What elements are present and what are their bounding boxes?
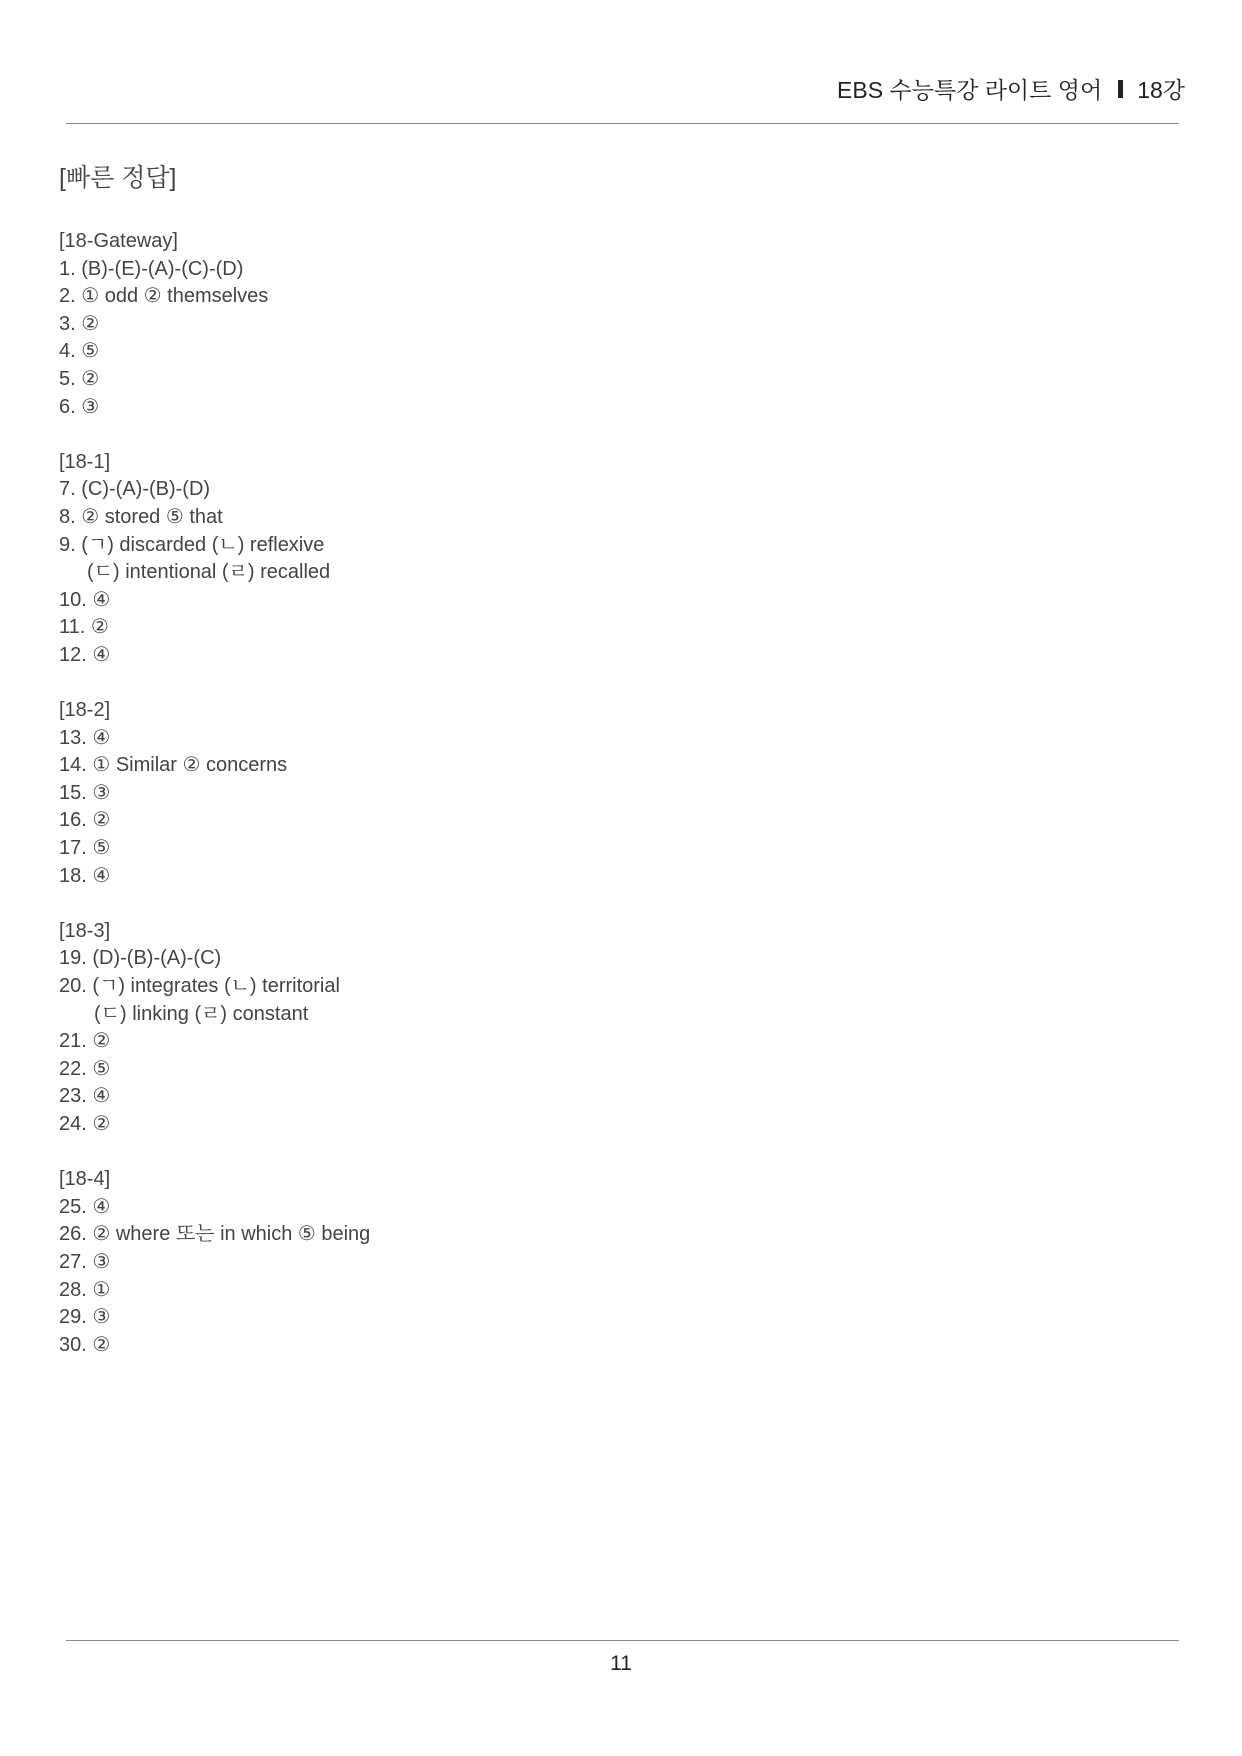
section-label: [18-1] — [59, 450, 111, 473]
answer-line: 29. ③ — [59, 1306, 111, 1329]
answer-section-18-1 — [59, 449, 1159, 670]
answer-line: 4. ⑤ — [59, 340, 100, 363]
section-label: [18-4] — [59, 1168, 111, 1191]
answer-line: 13. ④ — [59, 726, 111, 749]
answer-line: 21. ② — [59, 1030, 111, 1053]
answer-line: 18. ④ — [59, 864, 111, 887]
answer-line: 8. ② stored ⑤ that — [59, 505, 223, 528]
answer-section-18-2 — [59, 697, 1159, 890]
answer-line: 20. (ㄱ) integrates (ㄴ) territorial — [59, 975, 340, 998]
answer-line: 12. ④ — [59, 643, 111, 666]
answer-line: 23. ④ — [59, 1085, 111, 1108]
answer-line: 5. ② — [59, 367, 100, 390]
page-number: 11 — [610, 1652, 632, 1675]
answer-line: 16. ② — [59, 809, 111, 832]
answer-line: 27. ③ — [59, 1250, 111, 1273]
page-title: [빠른 정답] — [59, 164, 177, 192]
section-label: [18-3] — [59, 919, 111, 942]
answer-line: 15. ③ — [59, 781, 111, 804]
header-lesson: 18강 — [1137, 77, 1185, 103]
answer-section-18-4 — [59, 1166, 1159, 1359]
header-separator-bar — [1118, 80, 1123, 98]
answer-key — [59, 160, 1159, 1387]
answer-line: 9. (ㄱ) discarded (ㄴ) reflexive — [59, 533, 325, 556]
footer-divider — [66, 1640, 1179, 1641]
answer-line: 6. ③ — [59, 395, 100, 418]
answer-section-18-3 — [59, 918, 1159, 1139]
answer-line: 30. ② — [59, 1333, 111, 1356]
answer-section-18-gateway — [59, 228, 1159, 421]
answer-line: 3. ② — [59, 312, 100, 335]
answer-line: 10. ④ — [59, 588, 111, 611]
answer-line-continuation: (ㄷ) intentional (ㄹ) recalled — [87, 561, 331, 584]
page-header — [0, 0, 1242, 126]
answer-line: 26. ② where 또는 in which ⑤ being — [59, 1223, 371, 1246]
header-divider — [66, 123, 1179, 124]
running-header — [837, 72, 1185, 105]
header-title: EBS 수능특강 라이트 영어 — [837, 77, 1103, 103]
answer-line: 14. ① Similar ② concerns — [59, 754, 288, 777]
answer-line: 11. ② — [59, 616, 109, 639]
answer-line: 24. ② — [59, 1113, 111, 1135]
answer-line: 28. ① — [59, 1278, 111, 1301]
answer-line-continuation: (ㄷ) linking (ㄹ) constant — [94, 1002, 309, 1025]
answer-line: 7. (C)-(A)-(B)-(D) — [59, 478, 211, 501]
answer-line: 19. (D)-(B)-(A)-(C) — [59, 947, 222, 970]
answer-line: 17. ⑤ — [59, 837, 111, 860]
section-label: [18-Gateway] — [59, 230, 178, 252]
section-label: [18-2] — [59, 699, 111, 722]
answer-line: 1. (B)-(E)-(A)-(C)-(D) — [59, 257, 244, 280]
answer-line: 22. ⑤ — [59, 1057, 111, 1080]
answer-line: 2. ① odd ② themselves — [59, 285, 269, 308]
answer-line: 25. ④ — [59, 1195, 111, 1218]
